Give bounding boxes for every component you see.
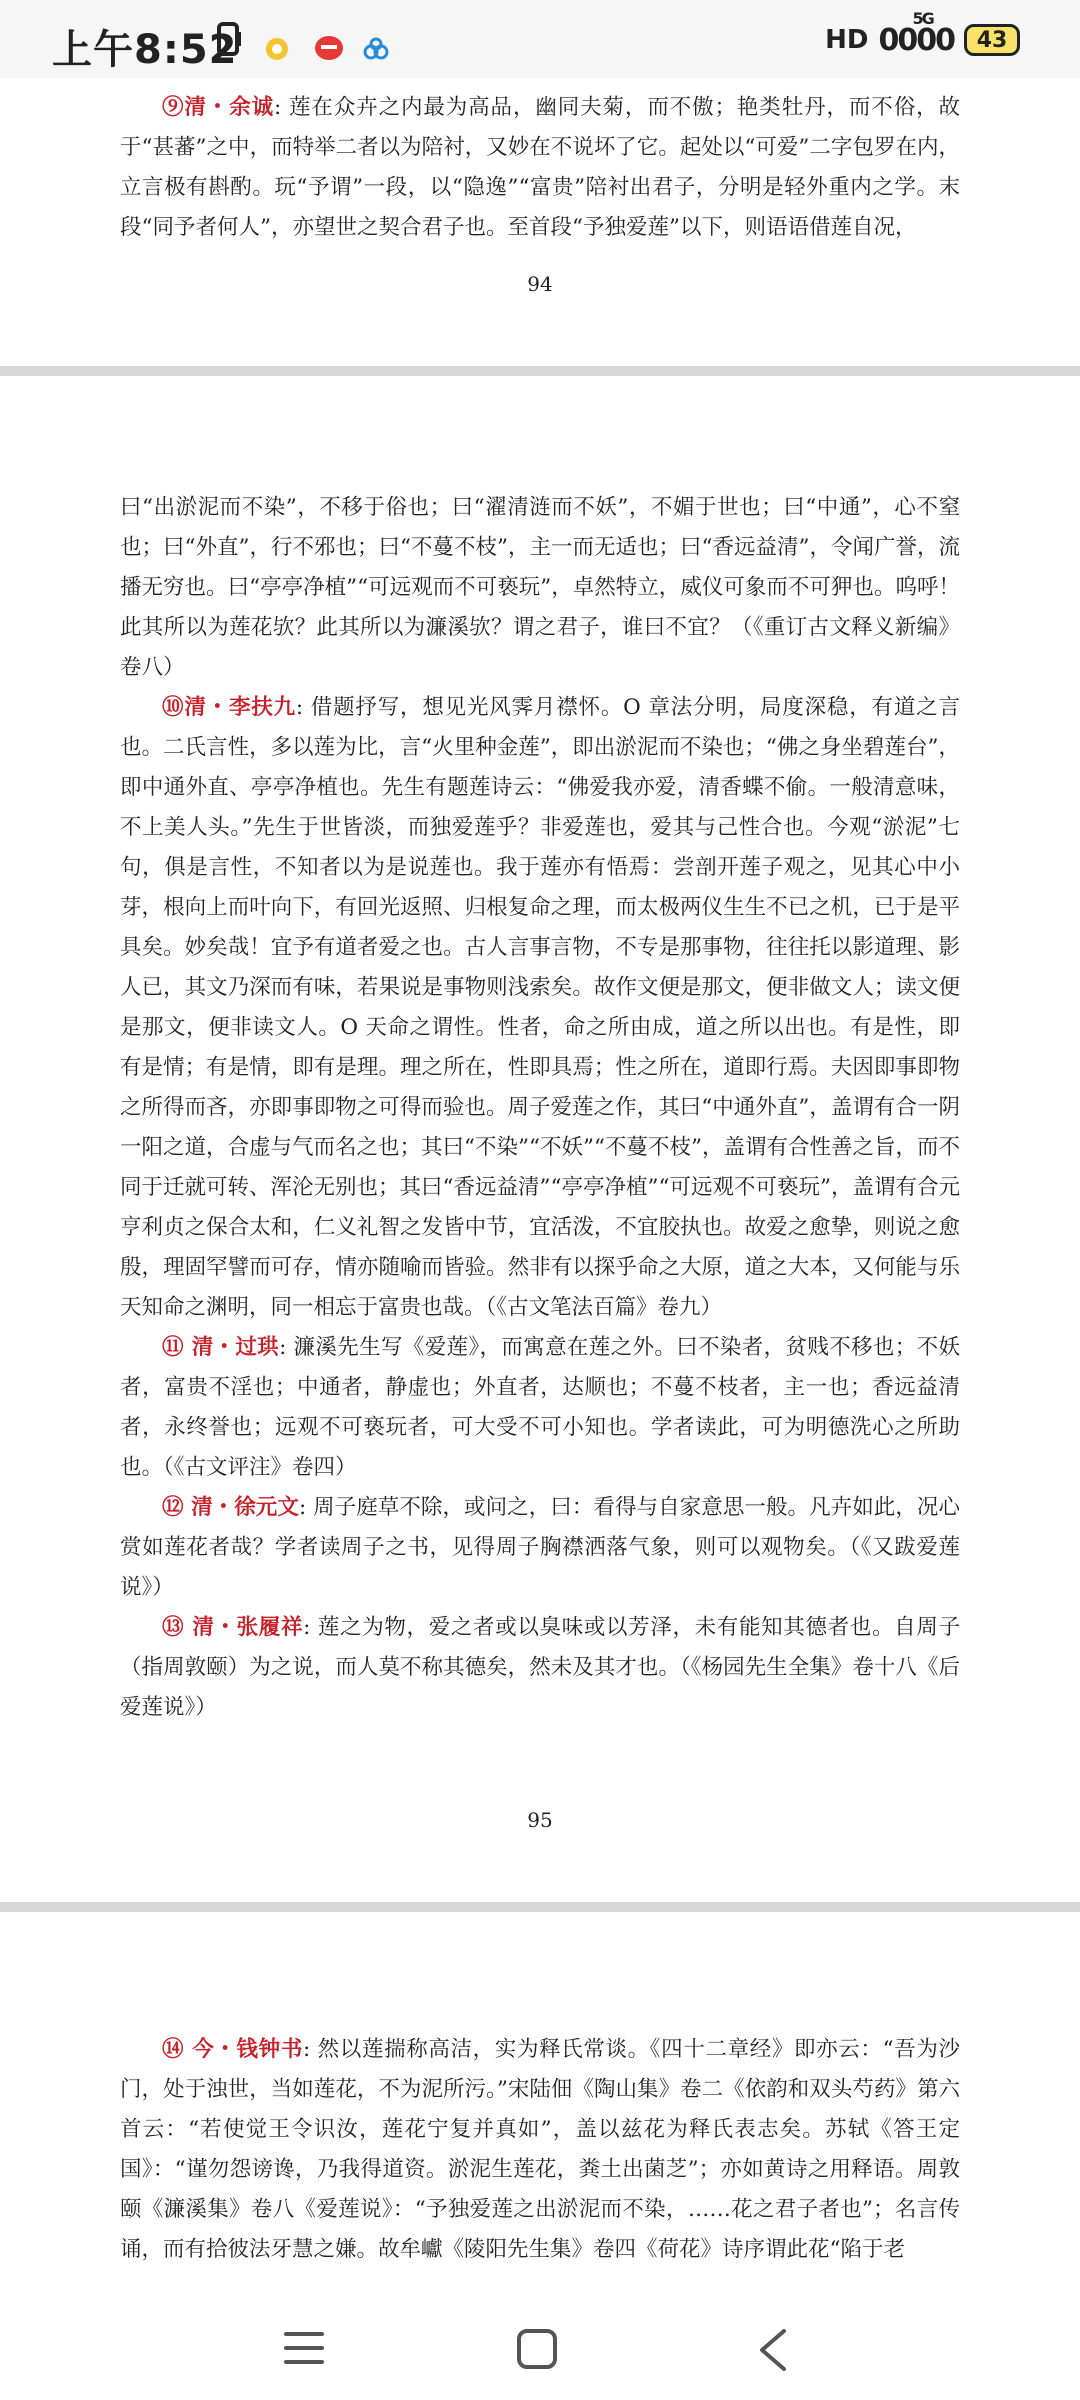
commentary-text: : 濂溪先生写《爱莲》，而寓意在莲之外。曰不染者，贫贱不移也；不妖者，富贵不淫也；中通者，静虚也；外直者，达顺也；不蔓不枝者，主一也；香远益清者，永终誉也；远观不可亵玩者，可大受不可小知也。学者读此，可为明德洗心之所助也。（《古文评注》卷四） — [120, 1335, 960, 1480]
commentary-text: : 借题抒写，想见光风霁月襟怀。O 章法分明，局度深稳，有道之言也。二氏言性，多以莲为比，言“火里种金莲”，即出淤泥而不染也；“佛之身坐碧莲台”，即中通外直、亭亭净植也。先生有题莲诗云：“佛爱我亦爱，清香蝶不偷。一般清意味，不上美人头。”先生于世皆淡，而独爱莲乎？非爱莲也，爱其与己性合也。今观“淤泥”七句，俱是言性，不知者以为是说莲也。我于莲亦有悟焉：尝剖开莲子观之，见其心中小芽，根向上而叶向下，有回光返照、归根复命之理，而太极两仪生生不已之机，已于是平具矣。妙矣哉！宜予有道者爱之也。古人言事言物，不专是那事物，往往托以影道理、影人已，其文乃深而有味，若果说是事物则浅索矣。故作文便是那文，便非做文人；读文便是那文，便非读文人。O 天命之谓性。性者，命之所由成，道之所以出也。有是性，即有是情；有是情，即有是理。理之所在，性即具焉；性之所在，道即行焉。夫因即事即物之所得而吝，亦即事即物之可得而验也。周子爱莲之作，其曰“中通外直”，盖谓有合一阴一阳之道，合虚与气而名之也；其曰“不染”“不妖”“不蔓不枝”，盖谓有合性善之旨，而不同于迁就可转、浑沦无别也；其曰“香远益清”“亭亭净植”“可远观不可亵玩”，盖谓有合元亨利贞之保合太和，仁义礼智之发皆中节，宜活泼，不宜胶执也。故爱之愈挚，则说之愈殷，理固罕譬而可存，情亦随喻而皆验。然非有以探乎命之大原，道之大本，又何能与乐天知命之渊明，同一相忘于富贵也哉。（《古文笔法百篇》卷九） — [120, 695, 960, 1320]
commentator-name: ⑪ 清・过珙 — [162, 1335, 280, 1360]
menu-icon[interactable] — [282, 2328, 326, 2368]
commentary-paragraph — [120, 88, 960, 248]
commentator-name: ⑩清・李扶九 — [162, 695, 296, 720]
commentary-paragraph — [120, 1328, 960, 1488]
commentary-text: 曰“出淤泥而不染”，不移于俗也；曰“濯清涟而不妖”，不媚于世也；曰“中通”，心不窒也；曰“外直”，行不邪也；曰“不蔓不枝”，主一而无适也；曰“香远益清”，令闻广誉，流播无穷也。曰“亭亭净植”“可远观而不可亵玩”，卓然特立，威仪可象而不可狎也。呜呼！此其所以为莲花欤？此其所以为濂溪欤？谓之君子，谁曰不宜？（《重订古文释义新编》卷八） — [120, 495, 960, 680]
signal-icon — [878, 8, 955, 58]
commentary-text: : 周子庭草不除，或问之，曰：看得与自家意思一般。凡卉如此，况心赏如莲花者哉？学者读周子之书，见得周子胸襟洒落气象，则可以观物矣。（《又跋爱莲说》） — [120, 1495, 960, 1600]
screen-record-icon — [216, 22, 242, 58]
page-94-text — [120, 88, 960, 248]
back-icon[interactable] — [756, 2328, 790, 2372]
commentator-name: ⑨清・余诚 — [162, 95, 274, 120]
commentary-paragraph — [120, 1608, 960, 1728]
page-96 — [0, 2030, 1080, 2280]
commentary-paragraph — [120, 1488, 960, 1608]
status-bar — [0, 0, 1080, 78]
commentary-paragraph — [120, 2030, 960, 2270]
page-number-95: 95 — [527, 1808, 553, 1832]
commentary-text: : 莲之为物，爱之者或以臭味或以芳泽，未有能知其德者也。自周子（指周敦颐）为之说，而人莫不称其德矣，然未及其才也。（《杨园先生全集》卷十八《后爱莲说》） — [120, 1615, 960, 1720]
commentator-name: ⑬ 清・张履祥 — [162, 1615, 304, 1640]
hd-indicator: HD — [825, 25, 869, 55]
page-94 — [0, 88, 1080, 248]
navigation-bar — [0, 2300, 1080, 2400]
battery-icon — [964, 24, 1020, 56]
cloud-app-icon — [362, 36, 390, 62]
commentary-paragraph — [120, 488, 960, 688]
page-separator — [0, 366, 1080, 376]
battery-level: 43 — [976, 27, 1008, 53]
network-generation: 5G — [912, 8, 933, 28]
commentary-text: : 然以莲揣称高洁，实为释氏常谈。《四十二章经》即亦云：“吾为沙门，处于浊世，当如莲花，不为泥所污。”宋陆佃《陶山集》卷二《依韵和双头芍药》第六首云：“若使觉王令识汝，莲花宁复并真如”，盖以兹花为释氏表志矣。苏轼《答王定国》：“谨勿怨谤谗，乃我得道资。淤泥生莲花，粪土出菌芝”；亦如黄诗之用释语。周敦颐《濂溪集》卷八《爱莲说》：“予独爱莲之出淤泥而不染，……花之君子者也”；名言传诵，而有拾彼法牙慧之嫌。故牟巘《陵阳先生集》卷四《荷花》诗序谓此花“陷于老 — [120, 2037, 960, 2262]
page-95-text — [120, 488, 960, 1728]
page-number-94: 94 — [527, 272, 553, 296]
message-app-icon — [314, 34, 344, 62]
page-96-text — [120, 2030, 960, 2270]
status-time: 上午8:52 — [52, 27, 238, 73]
app-notification-icon — [264, 36, 290, 62]
commentary-text: : 莲在众卉之内最为高品，幽同夫菊，而不傲；艳类牡丹，而不俗，故于“甚蕃”之中，而特举二者以为陪衬，又妙在不说坏了它。起处以“可爱”二字包罗在内，立言极有斟酌。玩“予谓”一段，以“隐逸”“富贵”陪衬出君子，分明是轻外重内之学。末段“同予者何人”，亦望世之契合君子也。至首段“予独爱莲”以下，则语语借莲自况， — [120, 95, 960, 240]
signal-bars: 0000 — [878, 22, 954, 58]
commentator-name: ⑫ 清・徐元文 — [162, 1495, 299, 1520]
home-icon[interactable] — [516, 2328, 558, 2370]
commentary-paragraph — [120, 688, 960, 1328]
commentator-name: ⑭ 今・钱钟书 — [162, 2037, 303, 2062]
status-indicators — [825, 8, 1020, 60]
page-separator — [0, 1902, 1080, 1912]
page-95 — [0, 488, 1080, 1728]
